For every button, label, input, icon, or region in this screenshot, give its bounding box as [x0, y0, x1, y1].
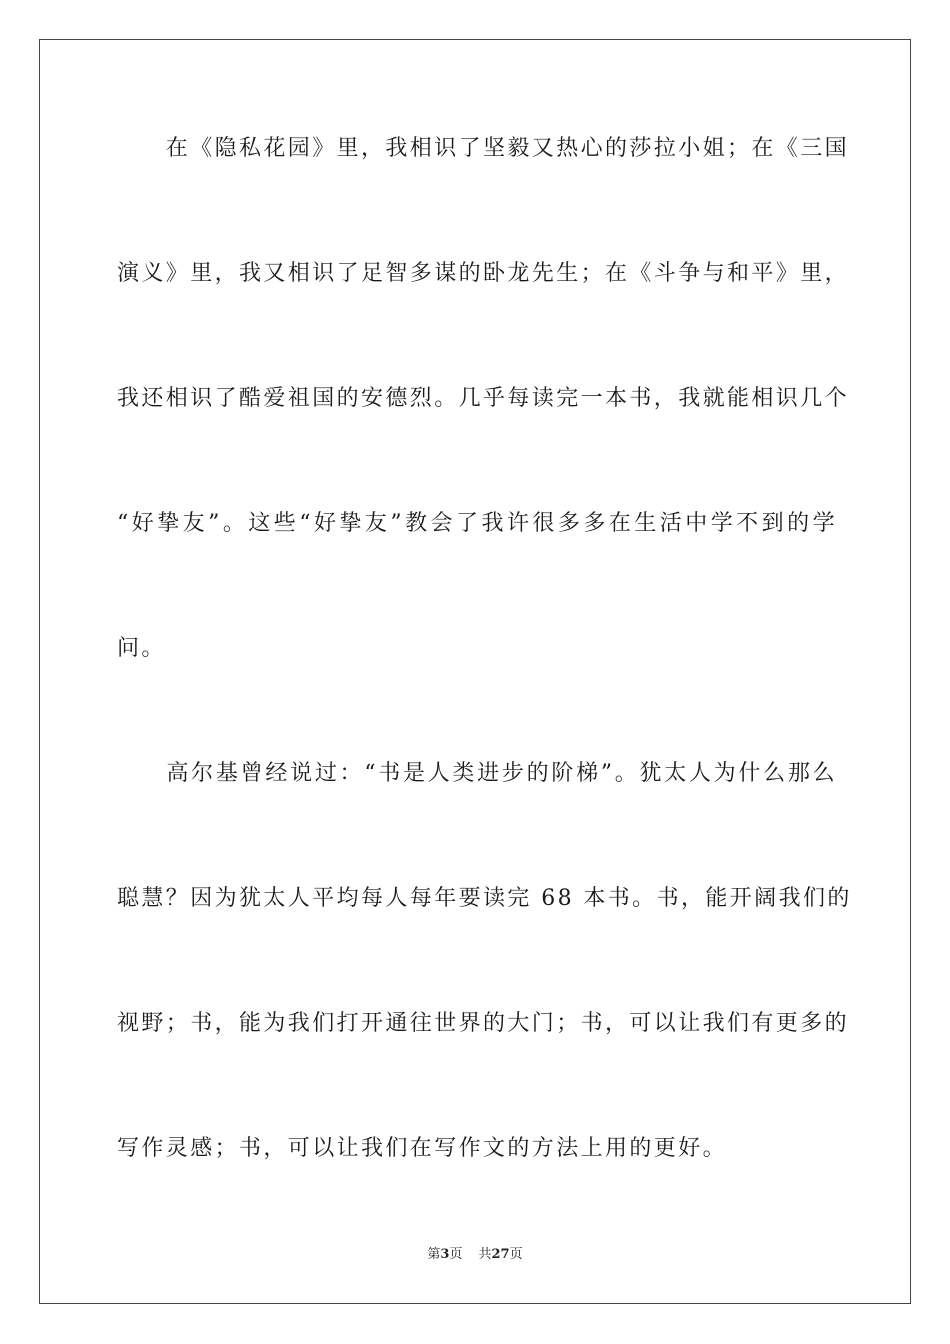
total-pages: 27: [491, 1247, 510, 1262]
page-suffix: 页: [449, 1247, 463, 1262]
text-line: 我还相识了酷爱祖国的安德烈。几乎每读完一本书，我就能相识几个: [117, 386, 850, 411]
page-number: 3: [440, 1247, 450, 1262]
page-prefix: 第: [427, 1247, 441, 1262]
text-line: “好挚友”。这些“好挚友”教会了我许很多多在生活中学不到的学: [117, 511, 837, 536]
text-line: 聪慧？因为犹太人平均每人每年要读完 68 本书。书，能开阔我们的: [117, 886, 852, 911]
text-line: 在《隐私花园》里，我相识了坚毅又热心的莎拉小姐；在《三国: [117, 136, 850, 161]
text-line: 写作灵感；书，可以让我们在写作文的方法上用的更好。: [117, 1136, 728, 1161]
total-prefix: 共: [478, 1247, 492, 1262]
text-line: 高尔基曾经说过：“书是人类进步的阶梯”。犹太人为什么那么: [117, 761, 837, 786]
text-line: 演义》里，我又相识了足智多谋的卧龙先生；在《斗争与和平》里，: [117, 261, 850, 286]
text-line: 视野；书，能为我们打开通往世界的大门；书，可以让我们有更多的: [117, 1011, 850, 1036]
page-footer: [0, 1247, 950, 1263]
total-suffix: 页: [509, 1247, 523, 1262]
page-border: [39, 39, 911, 1304]
text-line: 问。: [117, 636, 166, 661]
